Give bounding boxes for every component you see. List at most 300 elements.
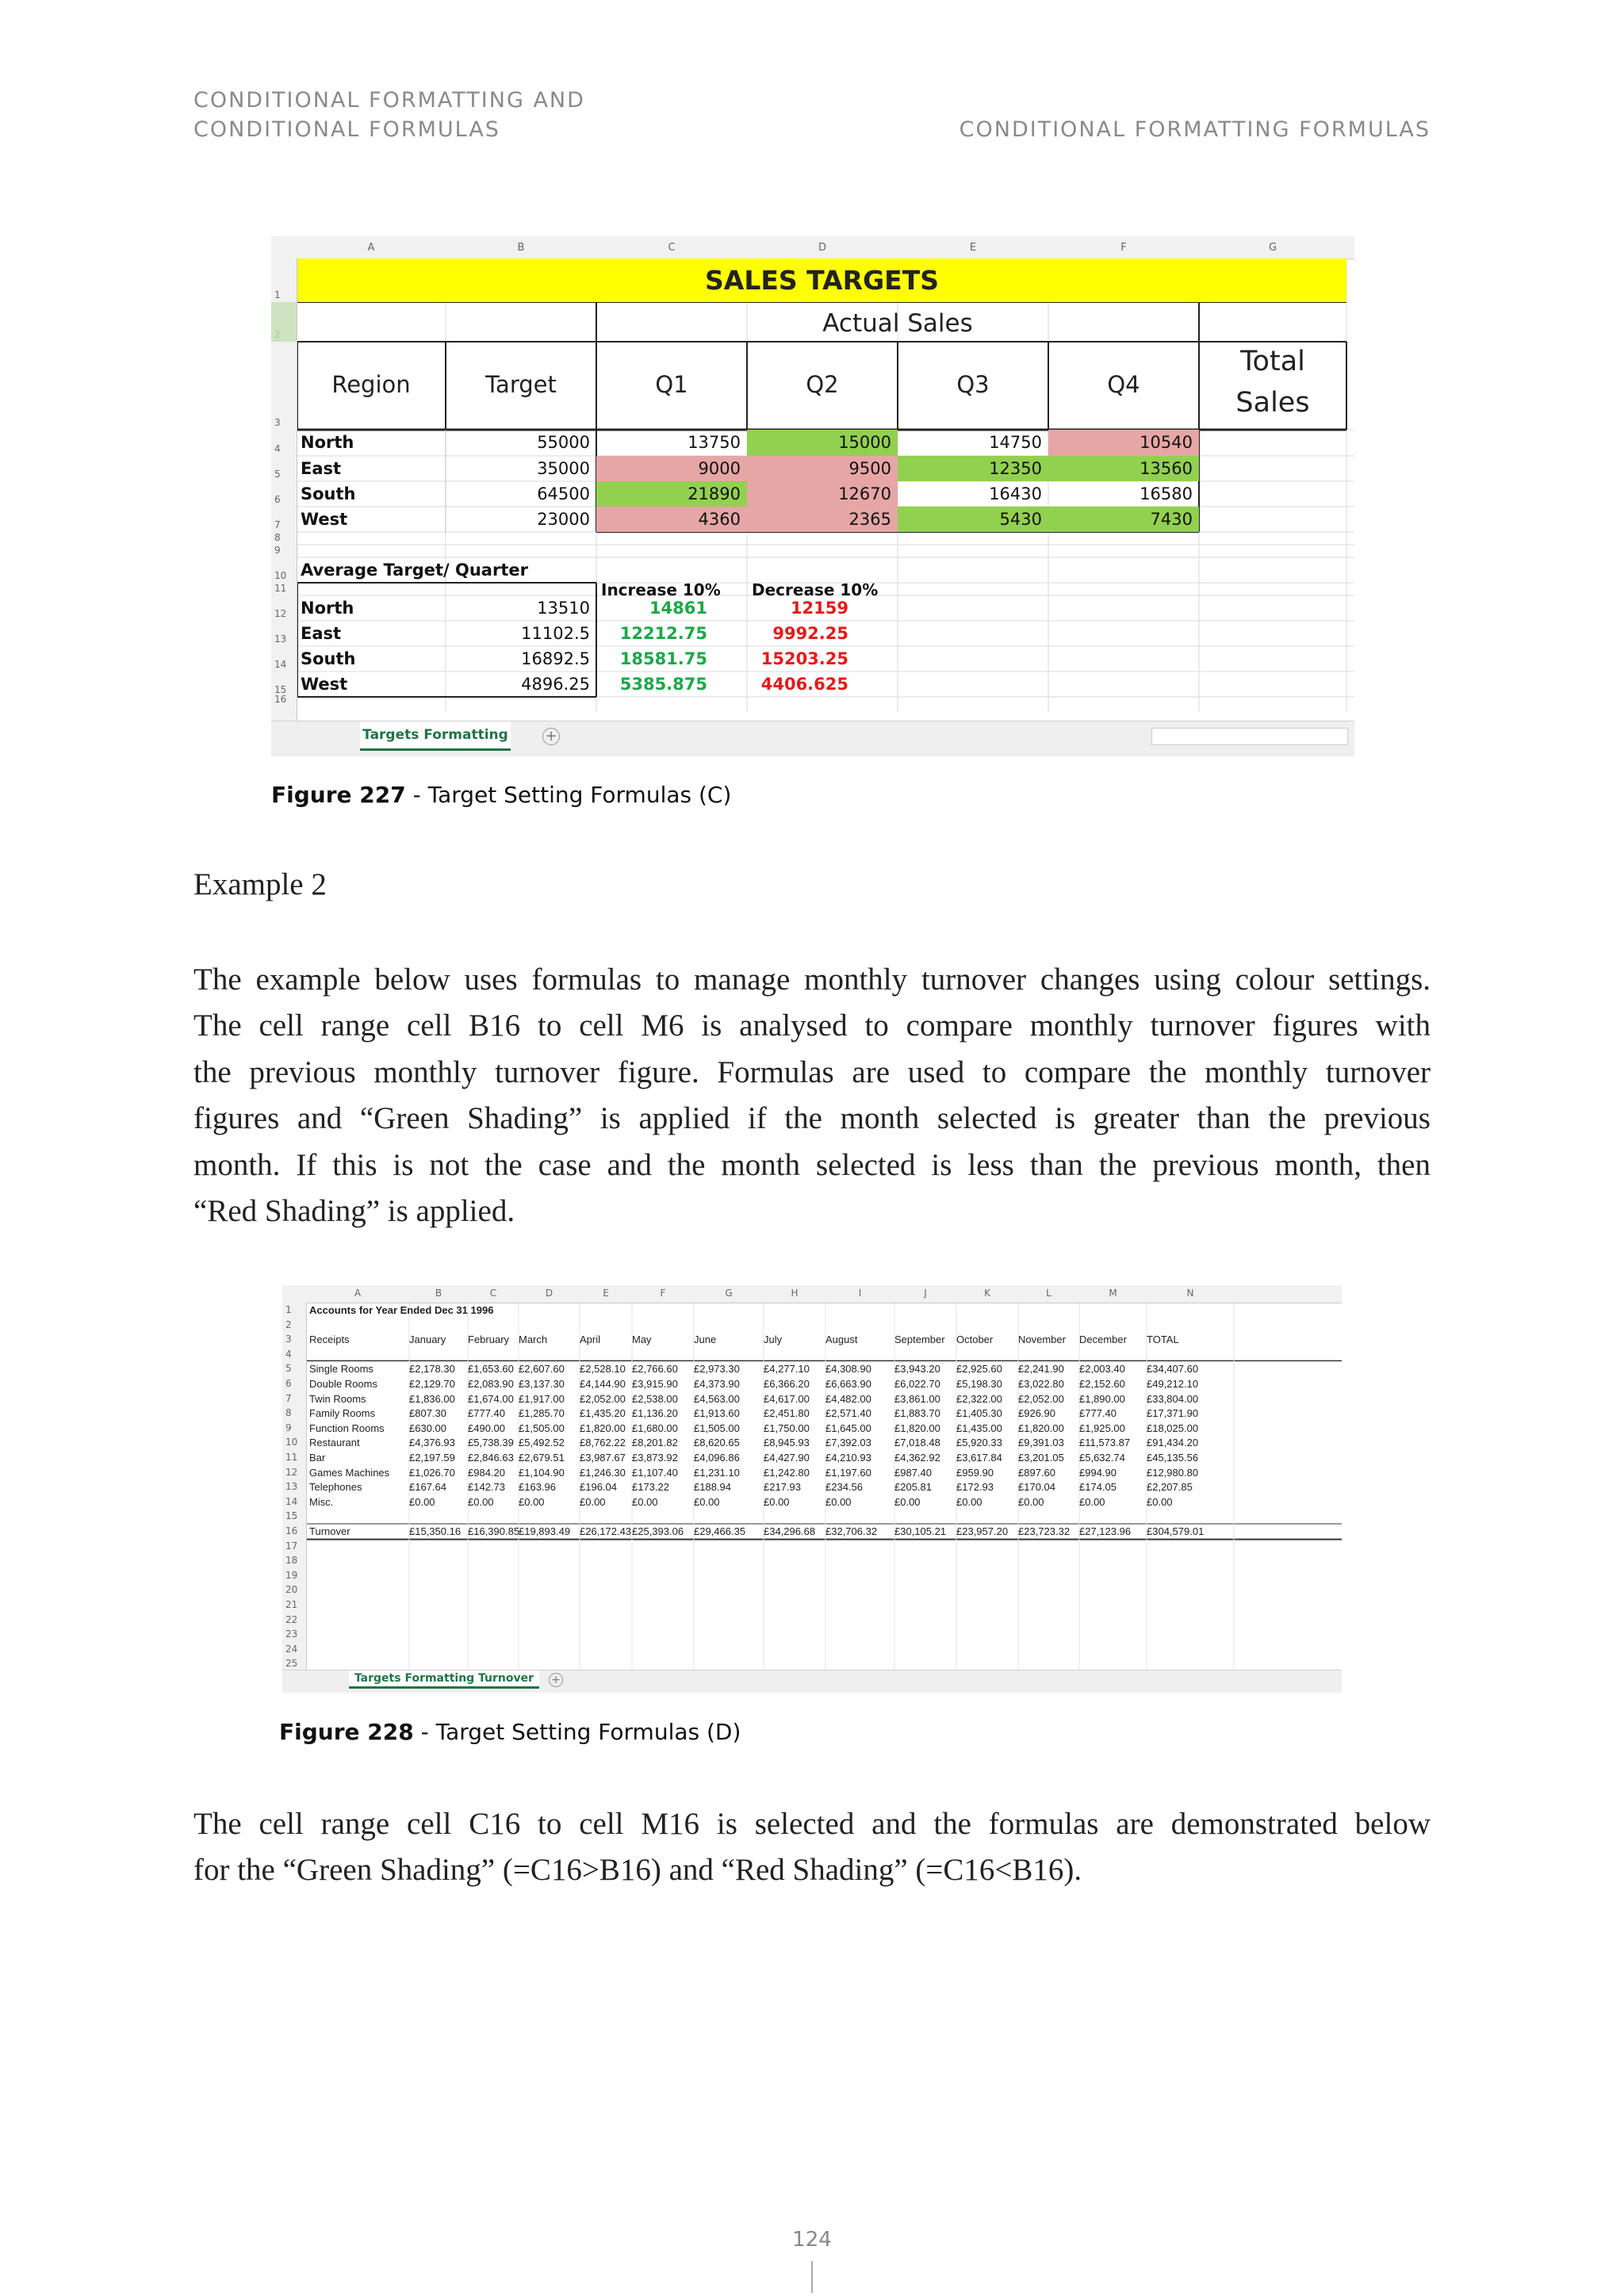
column-letter: G (725, 1288, 733, 1299)
avg-target-cell: 13510 (537, 599, 590, 618)
row-number: 14 (274, 659, 287, 670)
quarter-value-cell: 16580 (1139, 484, 1193, 503)
receipt-value-cell: £0.00 (764, 1495, 790, 1508)
receipt-row-label: Twin Rooms (309, 1392, 366, 1405)
row-number: 19 (285, 1569, 298, 1581)
receipt-value-cell: £2,846.63 (468, 1452, 514, 1464)
region-cell: South (301, 484, 356, 503)
receipt-value-cell: £959.90 (956, 1466, 994, 1479)
turnover-value-cell: £15,350.16 (409, 1525, 462, 1537)
column-letter: G (1268, 242, 1277, 254)
receipt-value-cell: £0.00 (956, 1495, 982, 1508)
month-header: August (825, 1334, 858, 1346)
receipt-value-cell: £172.93 (956, 1481, 994, 1494)
quarter-value-cell: 21890 (688, 484, 741, 503)
month-header: March (519, 1334, 548, 1346)
receipt-value-cell: £4,096.86 (694, 1452, 740, 1464)
paragraph-2-line: for the “Green Shading” (=C16>B16) and “Red Shading” (=C16<B16). (193, 1853, 1082, 1888)
paragraph-1-line: The example below uses formulas to manage monthly turnover changes using colour settings. (193, 962, 1431, 997)
column-letter: D (545, 1288, 553, 1299)
receipt-value-cell: £1,680.00 (632, 1422, 678, 1434)
receipt-value-cell: £45,135.56 (1147, 1452, 1199, 1464)
receipt-value-cell: £17,371.90 (1147, 1407, 1199, 1420)
column-header-strip (282, 1285, 1342, 1303)
column-letter: E (603, 1288, 609, 1299)
receipt-value-cell: £6,022.70 (894, 1378, 940, 1390)
column-header-strip (271, 236, 1354, 259)
sheet-title: SALES TARGETS (705, 265, 939, 296)
receipt-value-cell: £4,482.00 (825, 1392, 871, 1405)
selected-row-indicator (271, 302, 297, 342)
receipt-value-cell: £9,391.03 (1018, 1437, 1064, 1449)
column-letter: I (858, 1288, 862, 1299)
receipt-row-label: Family Rooms (309, 1407, 376, 1420)
paragraph-1-line: “Red Shading” is applied. (193, 1194, 515, 1229)
paragraph-1-line: figures and “Green Shading” is applied if the month selected is greater than the previous (193, 1101, 1431, 1136)
turnover-label: Turnover (309, 1525, 350, 1537)
horizontal-scrollbar[interactable] (1151, 728, 1348, 745)
turnover-value-cell: £27,123.96 (1079, 1525, 1132, 1537)
sheet-tab-bar (271, 721, 1354, 756)
row-number: 17 (285, 1540, 298, 1552)
row-number: 9 (274, 545, 281, 556)
quarter-value-cell: 10540 (1139, 433, 1193, 452)
row-number: 2 (285, 1318, 292, 1330)
turnover-value-cell: £23,957.20 (956, 1525, 1009, 1537)
receipt-value-cell: £2,003.40 (1079, 1363, 1125, 1376)
receipt-value-cell: £630.00 (409, 1422, 446, 1434)
receipt-value-cell: £0.00 (580, 1495, 606, 1508)
receipt-value-cell: £994.90 (1079, 1466, 1116, 1479)
column-letter: K (984, 1288, 990, 1299)
receipt-value-cell: £4,362.92 (894, 1452, 940, 1464)
month-header: February (468, 1334, 510, 1346)
receipt-value-cell: £3,617.84 (956, 1452, 1002, 1464)
receipt-value-cell: £1,246.30 (580, 1466, 626, 1479)
receipt-value-cell: £1,231.10 (694, 1466, 740, 1479)
sheet-tab-targets-formatting-turnover[interactable]: Targets Formatting Turnover (349, 1670, 539, 1689)
month-header: TOTAL (1147, 1334, 1179, 1346)
region-cell: West (301, 510, 348, 529)
receipt-row-label: Single Rooms (309, 1363, 373, 1376)
row-number: 14 (285, 1495, 298, 1507)
receipt-value-cell: £142.73 (468, 1481, 505, 1494)
receipt-value-cell: £3,915.90 (632, 1378, 678, 1390)
quarter-value-cell: 14750 (989, 433, 1042, 452)
column-letter: N (1186, 1288, 1194, 1299)
receipt-value-cell: £2,451.80 (764, 1407, 810, 1420)
increase-value-cell: 14861 (649, 599, 707, 618)
column-letter: J (924, 1288, 927, 1299)
receipt-value-cell: £1,197.60 (825, 1466, 871, 1479)
target-cell: 55000 (537, 433, 590, 452)
receipt-value-cell: £2,083.90 (468, 1378, 514, 1390)
receipt-value-cell: £1,836.00 (409, 1392, 455, 1405)
receipt-value-cell: £8,945.93 (764, 1437, 810, 1449)
month-header: September (894, 1334, 945, 1346)
row-number: 13 (285, 1481, 298, 1493)
decrease-value-cell: 15203.25 (760, 649, 848, 668)
receipt-value-cell: £217.93 (764, 1481, 801, 1494)
receipt-value-cell: £3,987.67 (580, 1452, 626, 1464)
receipt-value-cell: £490.00 (468, 1422, 505, 1434)
column-letter: D (818, 242, 827, 254)
receipt-value-cell: £2,766.60 (632, 1363, 678, 1376)
receipt-value-cell: £5,738.39 (468, 1437, 514, 1449)
actual-sales-header: Actual Sales (822, 309, 973, 338)
row-number: 15 (274, 684, 287, 695)
receipt-value-cell: £0.00 (694, 1495, 720, 1508)
column-letter: B (435, 1288, 442, 1299)
row-number: 4 (274, 443, 281, 454)
receipt-value-cell: £2,241.90 (1018, 1363, 1064, 1376)
receipt-value-cell: £8,620.65 (694, 1437, 740, 1449)
receipt-value-cell: £2,052.00 (1018, 1392, 1064, 1405)
receipt-value-cell: £2,538.00 (632, 1392, 678, 1405)
receipt-value-cell: £1,890.00 (1079, 1392, 1125, 1405)
turnover-value-cell: £25,393.06 (632, 1525, 684, 1537)
row-number: 24 (285, 1643, 298, 1655)
column-letter: A (367, 242, 375, 254)
receipt-value-cell: £2,178.30 (409, 1363, 455, 1376)
row-number: 13 (274, 633, 287, 645)
receipt-value-cell: £1,925.00 (1079, 1422, 1125, 1434)
turnover-value-cell: £19,893.49 (519, 1525, 571, 1537)
receipt-row-label: Function Rooms (309, 1422, 385, 1434)
receipt-value-cell: £8,762.22 (580, 1437, 626, 1449)
row-header-strip (282, 1303, 307, 1675)
receipt-value-cell: £777.40 (468, 1407, 505, 1420)
add-sheet-icon[interactable]: + (549, 1673, 563, 1687)
avg-target-cell: 11102.5 (521, 624, 590, 643)
receipt-value-cell: £0.00 (409, 1495, 435, 1508)
target-cell: 35000 (537, 459, 590, 478)
receipt-value-cell: £0.00 (1147, 1495, 1173, 1508)
column-letter: B (517, 242, 525, 254)
example-heading: Example 2 (193, 867, 327, 901)
receipt-value-cell: £1,242.80 (764, 1466, 810, 1479)
receipt-value-cell: £1,653.60 (468, 1363, 514, 1376)
row-number: 1 (285, 1304, 292, 1315)
add-sheet-icon[interactable]: + (542, 728, 560, 745)
receipt-value-cell: £5,198.30 (956, 1378, 1002, 1390)
receipt-value-cell: £2,322.00 (956, 1392, 1002, 1405)
receipt-value-cell: £4,617.00 (764, 1392, 810, 1405)
receipt-value-cell: £11,573.87 (1079, 1437, 1131, 1449)
row-number: 7 (274, 519, 281, 530)
receipt-value-cell: £1,883.70 (894, 1407, 940, 1420)
figure-227-title: - Target Setting Formulas (C) (405, 782, 732, 808)
receipt-value-cell: £205.81 (894, 1481, 932, 1494)
receipt-value-cell: £926.90 (1018, 1407, 1055, 1420)
row-number: 16 (285, 1525, 298, 1536)
column-letter: H (791, 1288, 799, 1299)
receipt-value-cell: £3,137.30 (519, 1378, 565, 1390)
row-number: 4 (285, 1348, 292, 1360)
row-number: 20 (285, 1584, 298, 1596)
month-header: June (694, 1334, 717, 1346)
month-header: April (580, 1334, 601, 1346)
row-number: 21 (285, 1599, 298, 1610)
turnover-value-cell: £23,723.32 (1018, 1525, 1071, 1537)
receipt-value-cell: £1,505.00 (694, 1422, 740, 1434)
receipt-value-cell: £4,210.93 (825, 1452, 871, 1464)
row-number: 1 (274, 289, 281, 300)
receipt-value-cell: £0.00 (1079, 1495, 1105, 1508)
column-letter: C (489, 1288, 497, 1299)
receipt-value-cell: £897.60 (1018, 1466, 1055, 1479)
turnover-value-cell: £29,466.35 (694, 1525, 746, 1537)
receipt-value-cell: £1,107.40 (632, 1466, 678, 1479)
receipt-value-cell: £6,663.90 (825, 1378, 871, 1390)
receipt-value-cell: £2,679.51 (519, 1452, 565, 1464)
receipt-value-cell: £170.04 (1018, 1481, 1055, 1494)
page-number: 124 (792, 2228, 832, 2252)
paragraph-1-line: the previous monthly turnover figure. Formulas are used to compare the monthly turnover (193, 1054, 1431, 1089)
receipt-value-cell: £4,376.93 (409, 1437, 455, 1449)
receipt-value-cell: £7,392.03 (825, 1437, 871, 1449)
row-number: 3 (285, 1334, 292, 1345)
receipt-value-cell: £0.00 (825, 1495, 852, 1508)
receipt-value-cell: £0.00 (632, 1495, 658, 1508)
row-number: 7 (285, 1392, 292, 1404)
receipt-value-cell: £4,427.90 (764, 1452, 810, 1464)
column-letter: C (668, 242, 676, 254)
receipt-value-cell: £2,152.60 (1079, 1378, 1125, 1390)
receipt-value-cell: £6,366.20 (764, 1378, 810, 1390)
receipt-value-cell: £1,435.00 (956, 1422, 1002, 1434)
quarter-value-cell: 4360 (698, 510, 741, 529)
receipt-value-cell: £2,197.59 (409, 1452, 455, 1464)
row-number: 3 (274, 417, 281, 428)
target-cell: 64500 (537, 484, 590, 503)
receipt-value-cell: £1,820.00 (1018, 1422, 1064, 1434)
receipt-row-label: Bar (309, 1452, 326, 1464)
paragraph-2-line: The cell range cell C16 to cell M16 is selected and the formulas are demonstrated below (193, 1807, 1431, 1841)
column-header-target: Target (485, 371, 557, 398)
quarter-value-cell: 12670 (838, 484, 891, 503)
receipt-value-cell: £987.40 (894, 1466, 932, 1479)
row-number: 12 (274, 608, 287, 619)
receipt-value-cell: £4,277.10 (764, 1363, 810, 1376)
quarter-value-cell: 2365 (848, 510, 891, 529)
receipt-value-cell: £3,022.80 (1018, 1378, 1064, 1390)
receipt-value-cell: £0.00 (519, 1495, 545, 1508)
total-sales-header-line2: Sales (1235, 387, 1310, 419)
turnover-value-cell: £304,579.01 (1147, 1525, 1205, 1537)
receipt-value-cell: £188.94 (694, 1481, 731, 1494)
column-letter: F (1120, 242, 1127, 254)
receipt-value-cell: £3,861.00 (894, 1392, 940, 1405)
running-head-left-line2: CONDITIONAL FORMULAS (193, 117, 500, 142)
month-header: January (409, 1334, 446, 1346)
receipt-value-cell: £2,973.30 (694, 1363, 740, 1376)
running-head-right: CONDITIONAL FORMATTING FORMULAS (959, 117, 1431, 142)
figure-228-title: - Target Setting Formulas (D) (413, 1719, 741, 1745)
sheet-tab-bar (282, 1670, 1342, 1693)
page-number-rule (811, 2261, 813, 2293)
receipt-value-cell: £12,980.80 (1147, 1466, 1199, 1479)
turnover-value-cell: £32,706.32 (825, 1525, 878, 1537)
receipt-value-cell: £91,434.20 (1147, 1437, 1199, 1449)
receipt-value-cell: £5,920.33 (956, 1437, 1002, 1449)
receipt-value-cell: £1,645.00 (825, 1422, 871, 1434)
column-letter: L (1046, 1288, 1051, 1299)
receipt-row-label: Games Machines (309, 1466, 390, 1479)
receipt-value-cell: £984.20 (468, 1466, 505, 1479)
row-number: 6 (274, 494, 281, 505)
accounts-title: Accounts for Year Ended Dec 31 1996 (309, 1304, 494, 1316)
receipt-value-cell: £196.04 (580, 1481, 617, 1494)
receipt-value-cell: £7,018.48 (894, 1437, 940, 1449)
receipt-value-cell: £1,505.00 (519, 1422, 565, 1434)
receipt-row-label: Restaurant (309, 1437, 360, 1449)
receipt-value-cell: £4,144.90 (580, 1378, 626, 1390)
receipt-value-cell: £2,571.40 (825, 1407, 871, 1420)
month-header: October (956, 1334, 994, 1346)
column-header-q1: Q1 (655, 371, 688, 398)
receipt-value-cell: £1,674.00 (468, 1392, 514, 1405)
paragraph-1-line: month. If this is not the case and the month selected is less than the previous month, then (193, 1147, 1431, 1182)
receipt-value-cell: £174.05 (1079, 1481, 1116, 1494)
receipt-value-cell: £2,925.60 (956, 1363, 1002, 1376)
quarter-value-cell: 13750 (688, 433, 741, 452)
column-header-region: Region (331, 371, 411, 398)
quarter-value-cell: 13560 (1139, 459, 1193, 478)
turnover-value-cell: £16,390.85 (468, 1525, 520, 1537)
month-header: May (632, 1334, 652, 1346)
receipt-value-cell: £2,052.00 (580, 1392, 626, 1405)
receipt-value-cell: £1,820.00 (894, 1422, 940, 1434)
row-number: 9 (285, 1422, 292, 1433)
receipt-value-cell: £807.30 (409, 1407, 446, 1420)
decrease-value-cell: 4406.625 (760, 675, 848, 694)
receipt-value-cell: £1,285.70 (519, 1407, 565, 1420)
paragraph-1 (193, 957, 1431, 1234)
receipt-value-cell: £1,026.70 (409, 1466, 455, 1479)
receipt-value-cell: £163.96 (519, 1481, 556, 1494)
row-number: 16 (274, 694, 287, 705)
receipt-row-label: Misc. (309, 1495, 334, 1508)
row-number: 18 (285, 1555, 298, 1567)
quarter-value-cell: 16430 (989, 484, 1042, 503)
row-number: 6 (285, 1378, 292, 1389)
receipt-value-cell: £3,201.05 (1018, 1452, 1064, 1464)
receipt-value-cell: £1,820.00 (580, 1422, 626, 1434)
receipt-value-cell: £5,632.74 (1079, 1452, 1125, 1464)
receipt-value-cell: £1,750.00 (764, 1422, 810, 1434)
avg-region-cell: West (301, 675, 348, 694)
turnover-value-cell: £34,296.68 (764, 1525, 816, 1537)
quarter-value-cell: 7430 (1150, 510, 1193, 529)
increase-value-cell: 12212.75 (619, 624, 707, 643)
region-cell: East (301, 459, 342, 478)
column-letter: A (354, 1288, 362, 1299)
receipt-value-cell: £3,873.92 (632, 1452, 678, 1464)
receipt-value-cell: £0.00 (1018, 1495, 1044, 1508)
paragraph-2 (193, 1801, 1431, 1894)
total-sales-header-line1: Total (1240, 346, 1305, 377)
row-number: 11 (285, 1452, 298, 1463)
receipt-value-cell: £777.40 (1079, 1407, 1116, 1420)
paragraph-1-line: The cell range cell B16 to cell M6 is analysed to compare monthly turnover figures with (193, 1008, 1431, 1043)
avg-region-cell: South (301, 649, 356, 668)
receipt-value-cell: £18,025.00 (1147, 1422, 1199, 1434)
receipt-value-cell: £234.56 (825, 1481, 863, 1494)
sheet-tab-targets-formatting[interactable]: Targets Formatting (360, 721, 511, 751)
row-number: 12 (285, 1466, 298, 1478)
receipt-value-cell: £1,405.30 (956, 1407, 1002, 1420)
increase-value-cell: 5385.875 (619, 675, 707, 694)
receipt-value-cell: £4,373.90 (694, 1378, 740, 1390)
avg-region-cell: East (301, 624, 342, 643)
figure-228-spreadsheet (282, 1285, 1342, 1693)
turnover-value-cell: £30,105.21 (894, 1525, 947, 1537)
figure-227-label: Figure 227 (271, 782, 406, 808)
row-number: 8 (285, 1407, 292, 1419)
quarter-value-cell: 15000 (838, 433, 891, 452)
receipt-value-cell: £1,104.90 (519, 1466, 565, 1479)
receipt-value-cell: £4,308.90 (825, 1363, 871, 1376)
receipt-value-cell: £0.00 (468, 1495, 494, 1508)
row-number: 22 (285, 1613, 298, 1625)
receipt-value-cell: £2,207.85 (1147, 1481, 1193, 1494)
column-letter: E (969, 242, 977, 254)
row-number: 23 (285, 1628, 298, 1640)
quarter-value-cell: 9500 (848, 459, 891, 478)
avg-target-cell: 4896.25 (521, 675, 590, 694)
receipt-value-cell: £49,212.10 (1147, 1378, 1199, 1390)
row-number: 10 (285, 1437, 298, 1448)
running-head-left (193, 86, 585, 144)
receipt-value-cell: £167.64 (409, 1481, 446, 1494)
increase-value-cell: 18581.75 (619, 649, 707, 668)
quarter-value-cell: 12350 (989, 459, 1042, 478)
turnover-value-cell: £26,172.43 (580, 1525, 632, 1537)
receipt-value-cell: £2,607.60 (519, 1363, 565, 1376)
region-cell: North (301, 433, 354, 452)
receipt-value-cell: £2,528.10 (580, 1363, 626, 1376)
receipt-value-cell: £0.00 (894, 1495, 921, 1508)
receipt-value-cell: £2,129.70 (409, 1378, 455, 1390)
avg-target-cell: 16892.5 (521, 649, 590, 668)
receipt-value-cell: £3,943.20 (894, 1363, 940, 1376)
receipt-value-cell: £5,492.52 (519, 1437, 565, 1449)
row-number: 11 (274, 583, 287, 594)
figure-228-label: Figure 228 (279, 1719, 414, 1745)
receipt-value-cell: £33,804.00 (1147, 1392, 1199, 1405)
receipt-value-cell: £8,201.82 (632, 1437, 678, 1449)
running-head-left-line1: CONDITIONAL FORMATTING AND (193, 88, 585, 113)
receipt-row-label: Double Rooms (309, 1378, 377, 1390)
figure-228-caption (279, 1719, 741, 1745)
decrease-value-cell: 12159 (790, 599, 848, 618)
row-number: 15 (285, 1510, 298, 1522)
row-number: 25 (285, 1658, 298, 1670)
receipt-value-cell: £1,917.00 (519, 1392, 565, 1405)
column-letter: F (660, 1288, 666, 1299)
decrease-label: Decrease 10% (752, 580, 879, 599)
month-header: December (1079, 1334, 1127, 1346)
column-header-q2: Q2 (806, 371, 839, 398)
column-letter: M (1109, 1288, 1117, 1299)
avg-region-cell: North (301, 599, 354, 618)
average-target-title: Average Target/ Quarter (301, 561, 528, 580)
row-number: 5 (274, 469, 281, 480)
quarter-value-cell: 5430 (999, 510, 1042, 529)
increase-label: Increase 10% (601, 580, 721, 599)
quarter-value-cell: 9000 (698, 459, 741, 478)
